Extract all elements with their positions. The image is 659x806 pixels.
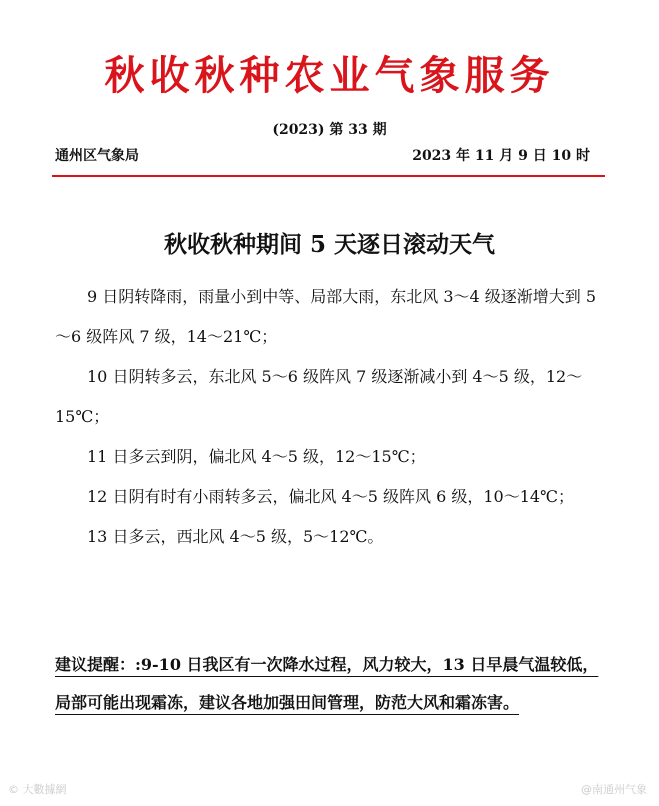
- masthead-title: 秋收秋种农业气象服务: [104, 52, 555, 99]
- red-divider: [52, 175, 605, 177]
- advice-paragraph: 建议提醒：:9-10 日我区有一次降水过程，风力较大，13 日早晨气温较低，局部可能出现霜冻，建议各地加强田间管理，防范大风和霜冻害。: [55, 655, 599, 712]
- forecast-day-9: 9 日阴转降雨，雨量小到中等、局部大雨，东北风 3～4 级逐渐增大到 5～6 级阵风 7 级，14～21℃；: [55, 287, 597, 346]
- watermark-right: @南通州气象: [581, 783, 647, 796]
- forecast-body: [55, 277, 607, 557]
- issue-number: (2023) 第 33 期: [272, 122, 387, 138]
- forecast-day-13: 13 日多云，西北风 4～5 级，5～12℃。: [87, 527, 384, 546]
- document-title: 秋收秋种期间 5 天逐日滚动天气: [163, 231, 496, 258]
- forecast-day-12: 12 日阴有时有小雨转多云，偏北风 4～5 级阵风 6 级，10～14℃；: [87, 487, 574, 506]
- forecast-day-11: 11 日多云到阴，偏北风 4～5 级，12～15℃；: [87, 447, 426, 466]
- issuer-name: 通州区气象局: [55, 148, 139, 164]
- issue-datetime: 2023 年 11 月 9 日 10 时: [412, 148, 590, 164]
- forecast-day-10: 10 日阴转多云，东北风 5～6 级阵风 7 级逐渐减小到 4～5 级，12～15℃；: [55, 367, 583, 426]
- watermark-left: © 大數據網: [8, 783, 67, 796]
- meta-row: [55, 145, 590, 165]
